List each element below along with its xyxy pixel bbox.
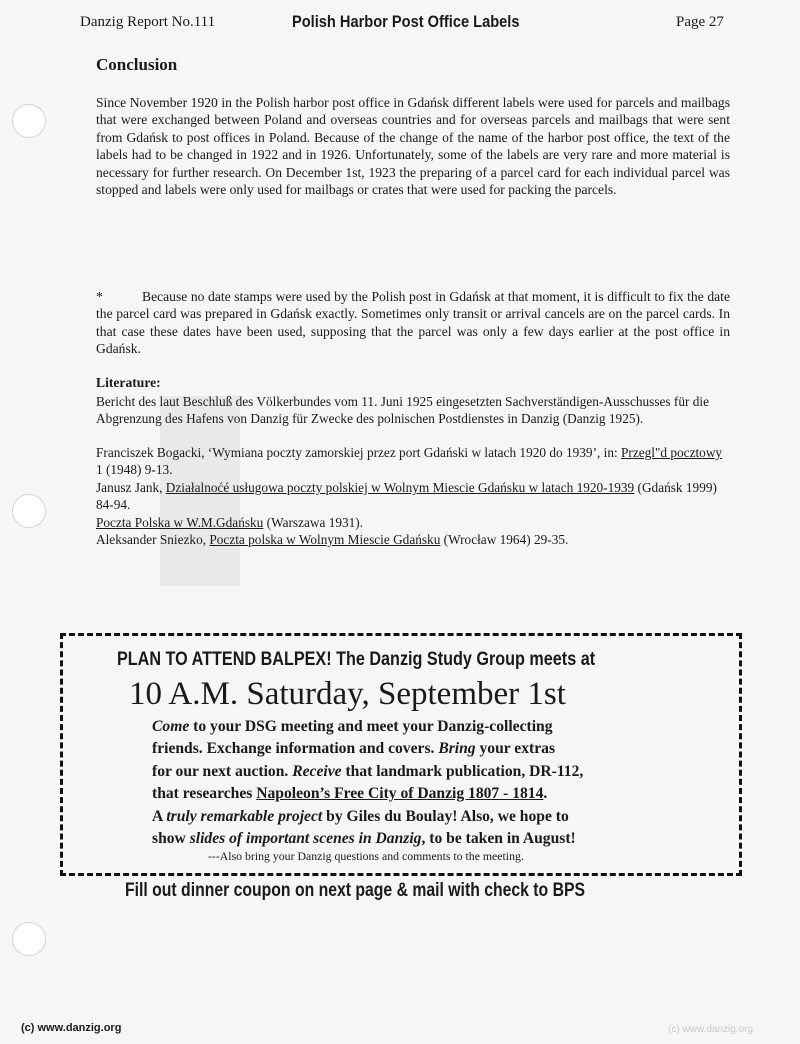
lit5-title: Poczta polska w Wolnym Miescie Gdańsku <box>209 532 441 547</box>
report-number: Danzig Report No.111 <box>80 14 216 30</box>
conclusion-heading: Conclusion <box>96 55 178 74</box>
page-title: Polish Harbor Post Office Labels <box>292 12 520 31</box>
punch-hole-middle <box>12 494 46 528</box>
punch-hole-bottom <box>12 922 46 956</box>
footnote-text: Because no date stamps were used by the Polish post in Gdańsk at that moment, it is difficult to fix the date the parcel card was prepared in Gdańsk exactly. Sometimes only transit or arrival cancels are on the parcel cards. In that case these dates have been used, supposing that the parcel was only a few days earlier at the post office in Gdańsk. <box>96 289 730 357</box>
notice-line-6-text-a: show <box>152 830 190 848</box>
notice-line-1 <box>152 716 712 738</box>
emphasis-receive: Receive <box>292 762 342 780</box>
lit5-publication: (Wrocław 1964) 29-35. <box>440 532 569 547</box>
literature-item-2 <box>96 444 730 478</box>
lit4-publication: (Warszawa 1931). <box>263 515 364 530</box>
notice-line-5-text-b: by Giles du Boulay! Also, we hope to <box>322 807 569 825</box>
notice-line-4 <box>152 783 712 805</box>
notice-line-1-text: to your DSG meeting and meet your Danzig-collecting <box>189 718 553 735</box>
emphasis-come: Come <box>152 718 190 735</box>
literature-item-4 <box>96 514 730 531</box>
emphasis-slides: slides of important scenes in Danzig <box>189 830 422 848</box>
notice-title: PLAN TO ATTEND BALPEX! The Danzig Study Group meets at <box>117 648 596 670</box>
conclusion-paragraph-2 <box>96 288 730 358</box>
footnote-star: * <box>96 289 103 304</box>
lit3-author: Janusz Jank, <box>96 480 166 495</box>
notice-line-2 <box>152 738 712 760</box>
lit2-author: Franciszek Bogacki, ‘Wymiana poczty zamorskiej przez port Gdański w latach 1920 do 1939’, in: <box>96 445 622 460</box>
notice-line-3 <box>152 761 712 783</box>
lit2-issue: 1 (1948) 9-13. <box>96 462 173 477</box>
lit5-author: Aleksander Sniezko, <box>96 532 210 547</box>
notice-line-4-text-b: . <box>543 785 548 803</box>
notice-line-3-text-a: for our next auction. <box>152 762 293 780</box>
notice-line-5 <box>152 806 712 828</box>
notice-time: 10 A.M. Saturday, September 1st <box>129 676 566 712</box>
page-number: Page 27 <box>676 14 724 30</box>
lit3-publication: (Gdańsk 1999) 84-94. <box>96 480 717 512</box>
notice-line-6 <box>152 828 712 850</box>
emphasis-bring: Bring <box>438 740 476 758</box>
literature-item-5 <box>96 531 730 548</box>
literature-heading: Literature: <box>96 375 161 390</box>
notice-footnote: ---Also bring your Danzig questions and comments to the meeting. <box>208 849 524 863</box>
copyright-watermark: (c) www.danzig.org <box>668 1024 754 1035</box>
lit4-title: Poczta Polska w W.M.Gdańsku <box>96 515 264 530</box>
literature-item-3 <box>96 479 730 513</box>
punch-hole-top <box>12 104 46 138</box>
lit2-journal: Przegl"d pocztowy <box>621 445 723 460</box>
notice-line-3-text-b: that landmark publication, DR-112, <box>341 762 584 780</box>
notice-line-5-text-a: A <box>152 807 167 825</box>
conclusion-paragraph-1: Since November 1920 in the Polish harbor post office in Gdańsk different labels were used for parcels and mailbags that were exchanged between Poland and overseas countries and for overseas parcels and mailbags that were sent from Gdańsk to post offices in Poland. Because of the change of the name of the harbor post office, the text of the labels had to be changed in 1922 and in 1926. Unfortunately, some of the labels are very rare and more material is necessary for further research. On December 1st, 1923 the preparing of a parcel card for each individual parcel was stopped and labels were only used for mailbags or crates that were used for packing the parcels. <box>96 95 730 198</box>
emphasis-project: truly remarkable project <box>166 807 323 825</box>
publication-title: Napoleon’s Free City of Danzig 1807 - 1814 <box>256 785 544 803</box>
notice-line-4-text-a: that researches <box>152 785 257 803</box>
dinner-coupon-instruction: Fill out dinner coupon on next page & mail with check to BPS <box>125 880 586 901</box>
notice-line-2-text-b: your extras <box>475 740 556 758</box>
copyright-notice: (c) www.danzig.org <box>21 1022 122 1034</box>
notice-line-2-text-a: friends. Exchange information and covers. <box>152 740 439 758</box>
lit3-title: Działalnoćé usługowa poczty polskiej w Wolnym Miescie Gdańsku w latach 1920-1939 <box>165 480 635 495</box>
notice-line-6-text-b: , to be taken in August! <box>421 830 576 848</box>
literature-item-1: Bericht des laut Beschluß des Völkerbundes vom 11. Juni 1925 eingesetzten Sachverständigen-Ausschusses für die Abgrenzung des Hafens von Danzig für Zwecke des polnischen Postdienstes in Danzig (Danzig 1925). <box>96 394 710 426</box>
notice-body <box>152 716 712 850</box>
